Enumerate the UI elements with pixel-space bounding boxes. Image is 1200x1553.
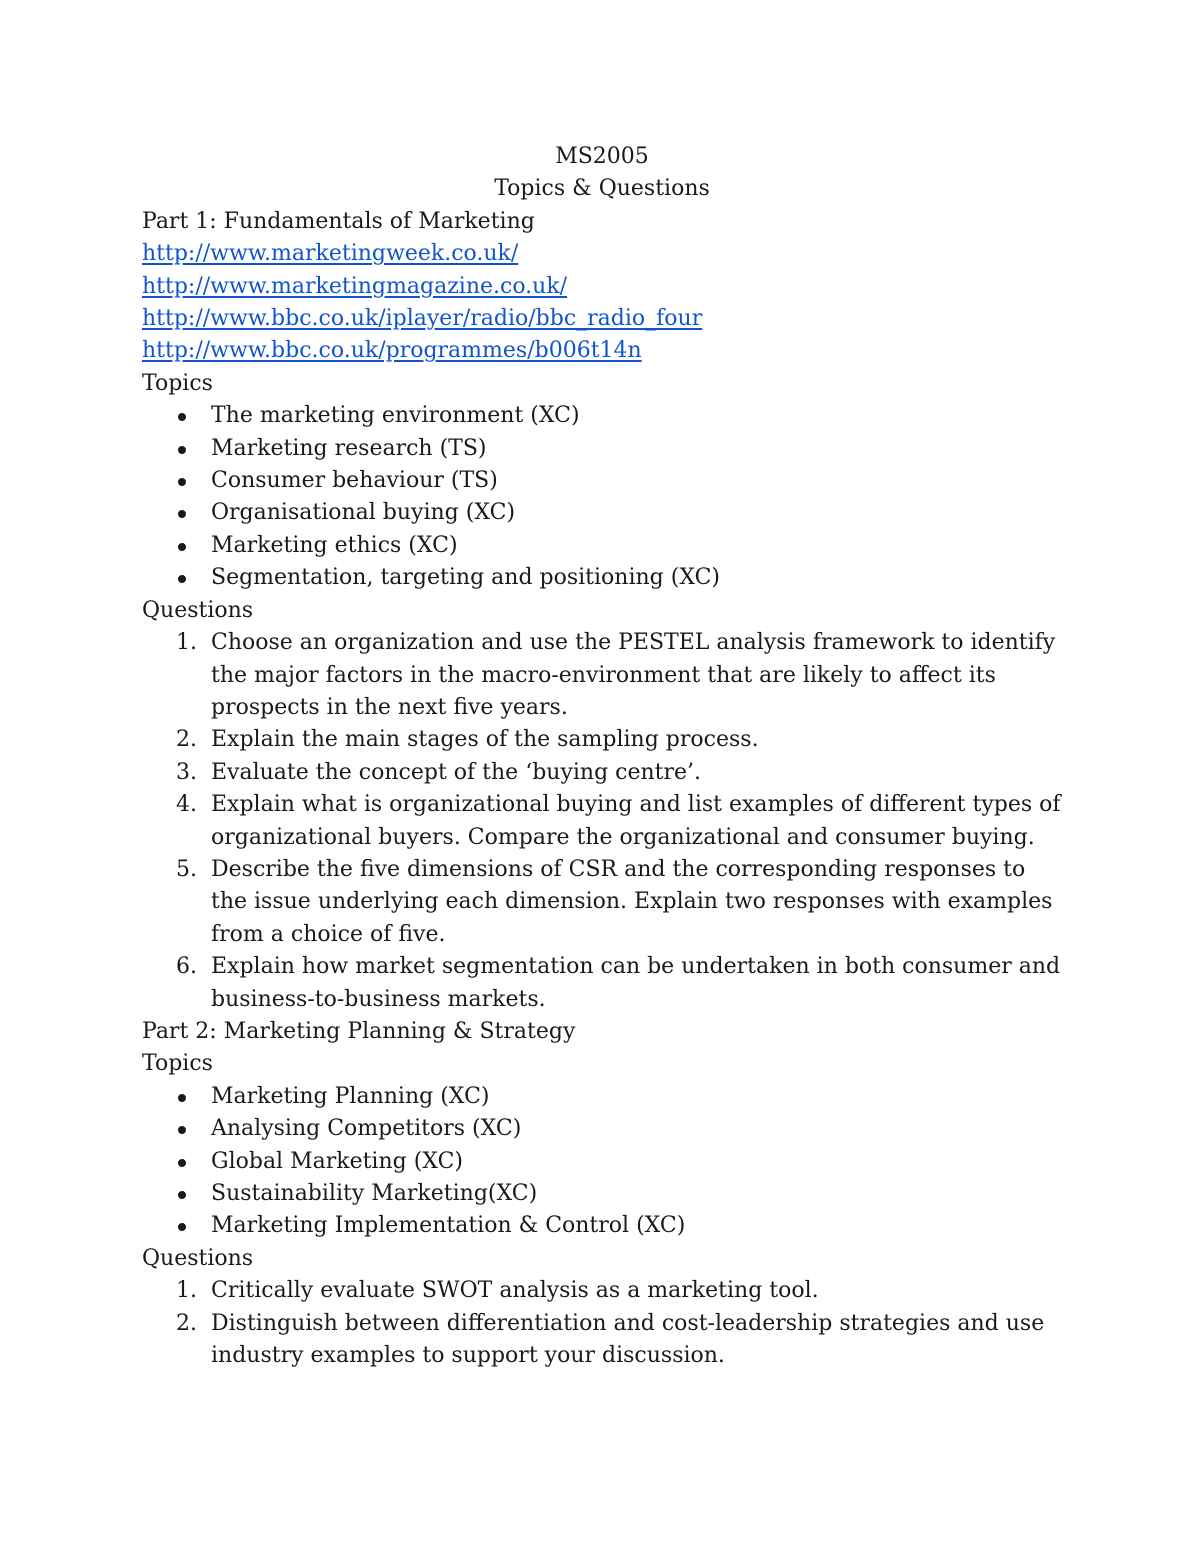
bullet-icon [178, 1094, 186, 1102]
bullet-icon [178, 575, 186, 583]
part1-heading: Part 1: Fundamentals of Marketing [142, 208, 535, 234]
list-item: The marketing environment (XC) [142, 400, 1062, 432]
bullet-icon [178, 478, 186, 486]
bullet-icon [178, 413, 186, 421]
part2-topics-heading: Topics [142, 1051, 213, 1077]
bullet-icon [178, 1191, 186, 1199]
doc-title: MS2005 [555, 144, 649, 169]
list-item: 3. Evaluate the concept of the ‘buying centre’. [176, 759, 702, 785]
list-item: 1. Critically evaluate SWOT analysis as a marketing tool. [176, 1278, 819, 1304]
part2-heading: Part 2: Marketing Planning & Strategy [142, 1018, 576, 1044]
bullet-icon [178, 446, 186, 454]
list-item: 6. Explain how market segmentation can be undertaken in both consumer and business-to-business markets. [176, 954, 1061, 1012]
part1-questions-list [142, 627, 1062, 1016]
bullet-icon [178, 510, 186, 518]
list-item: Segmentation, targeting and positioning (XC) [142, 562, 1062, 594]
bullet-icon [178, 1159, 186, 1167]
list-item: Analysing Competitors (XC) [142, 1113, 1062, 1145]
link-marketingweek[interactable]: http://www.marketingweek.co.uk/ [142, 241, 519, 267]
part1-questions-heading: Questions [142, 597, 254, 623]
list-item: Marketing Implementation & Control (XC) [142, 1210, 1062, 1242]
list-item: Sustainability Marketing(XC) [142, 1178, 1062, 1210]
list-item: Global Marketing (XC) [142, 1146, 1062, 1178]
part1-topics-list [142, 400, 1062, 594]
link-marketingmagazine[interactable]: http://www.marketingmagazine.co.uk/ [142, 273, 568, 299]
bullet-icon [178, 1126, 186, 1134]
link-bbc-radio-four[interactable]: http://www.bbc.co.uk/iplayer/radio/bbc_radio_four [142, 306, 703, 332]
part2-topics-list [142, 1081, 1062, 1243]
document-page [142, 141, 1062, 1372]
link-bbc-programmes[interactable]: http://www.bbc.co.uk/programmes/b006t14n [142, 338, 642, 364]
list-item: 2. Explain the main stages of the sampling process. [176, 727, 759, 753]
list-item: Organisational buying (XC) [142, 497, 1062, 529]
list-item: Marketing research (TS) [142, 433, 1062, 465]
part2-questions-list [142, 1275, 1062, 1372]
list-item: Consumer behaviour (TS) [142, 465, 1062, 497]
list-item: 5. Describe the five dimensions of CSR and the corresponding responses to the issue underlying each dimension. Explain two responses with examples from a choice of five. [176, 856, 1053, 947]
bullet-icon [178, 543, 186, 551]
bullet-icon [178, 1223, 186, 1231]
list-item: 1. Choose an organization and use the PESTEL analysis framework to identify the major factors in the macro-environment that are likely to affect its prospects in the next five years. [176, 630, 1056, 720]
list-item: 4. Explain what is organizational buying and list examples of different types of organizational buyers. Compare the organizational and consumer buying. [176, 792, 1061, 850]
list-item: Marketing ethics (XC) [142, 530, 1062, 562]
list-item: 2. Distinguish between differentiation and cost-leadership strategies and use industry examples to support your discussion. [176, 1310, 1045, 1369]
part2-questions-heading: Questions [142, 1245, 254, 1271]
list-item: Marketing Planning (XC) [142, 1081, 1062, 1113]
part1-topics-heading: Topics [142, 370, 213, 396]
doc-subtitle: Topics & Questions [494, 176, 710, 202]
